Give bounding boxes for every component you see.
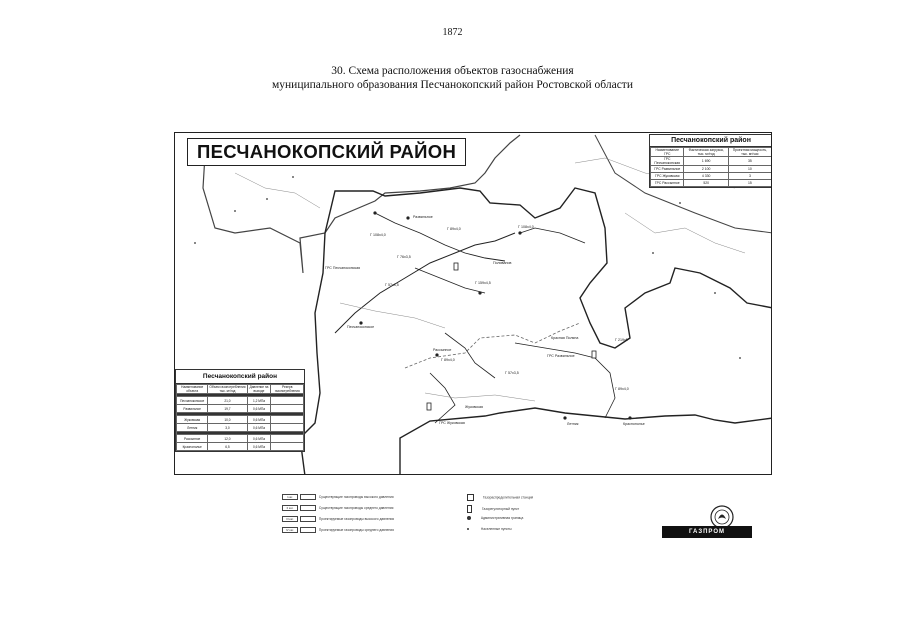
legend-swatch: IV кат. — [282, 527, 298, 533]
settlement-label: Красная Поляна — [551, 336, 579, 340]
settlement-label: Краснополье — [623, 422, 645, 426]
village-dot — [292, 176, 294, 178]
road-3 — [625, 213, 745, 253]
table-cell — [271, 435, 304, 443]
table-cell: 0,6 МПа — [247, 435, 271, 443]
pipeline-label: Г 76х3,5 — [397, 255, 411, 259]
grp-symbol-icon — [467, 505, 472, 513]
settlement-label: Жуковская — [465, 405, 483, 409]
grs-label: ГРС Развильное — [547, 354, 575, 358]
settlement-dot — [518, 231, 521, 234]
legend-text: Проектируемые газопроводы высокого давления — [318, 516, 395, 521]
legend-text: Существующие газопроводы высокого давления — [318, 494, 394, 499]
table-cell: 2 100 — [684, 166, 728, 173]
legend-item — [467, 516, 523, 520]
table-cell: ГРС Песчанокопская — [651, 157, 684, 166]
map-legend — [282, 492, 622, 542]
district-boundary — [300, 188, 772, 475]
pipeline-label: Г 57х3,5 — [385, 283, 399, 287]
legend-item — [282, 494, 394, 500]
table-cell: 3 — [728, 173, 771, 180]
document-title — [0, 64, 905, 92]
legend-item — [467, 494, 533, 501]
grs-label: ГРС Песчанокопская — [325, 266, 361, 270]
table-cell — [271, 416, 304, 424]
table-row — [177, 443, 304, 451]
settlement-dot — [435, 353, 438, 356]
legend-swatch: II кат. — [282, 505, 298, 511]
legend-swatch — [300, 505, 316, 511]
legend-swatch — [300, 494, 316, 500]
pipeline-label: Г 57х3,5 — [505, 371, 519, 375]
table-cell: 0,6 МПа — [247, 443, 271, 451]
settlement-dot — [406, 216, 409, 219]
grs-capacity-table — [649, 134, 772, 188]
table-cell: 3,0 — [208, 424, 247, 432]
legend-text: Газорегуляторный пункт — [481, 506, 520, 511]
table-title: Песчанокопский район — [176, 370, 304, 384]
legend-text: Газораспределительная станция — [482, 495, 534, 500]
table-cell: 4 330 — [684, 173, 728, 180]
table-header-row — [651, 148, 772, 157]
table-cell: 35 — [728, 157, 771, 166]
table-header-cell: Резерв газопотребления — [271, 385, 304, 394]
settlement-label: Поливанов — [493, 261, 512, 265]
table-cell: 19,7 — [208, 405, 247, 413]
pipeline-branch-7 — [520, 228, 585, 243]
settlement-dot — [478, 291, 481, 294]
table-cell: ГРС Жуковская — [651, 173, 684, 180]
table-header-cell: Объем газопотребления тыс. м³/год — [209, 385, 246, 393]
settlement-label: Развильное — [413, 215, 433, 219]
pipeline-branch-4 — [430, 373, 455, 423]
table-cell — [271, 443, 304, 451]
table-cell — [271, 405, 304, 413]
table-cell: 1 690 — [684, 157, 728, 166]
legend-text: Административная граница — [480, 516, 524, 520]
pipeline-label: Г 159х4,5 — [475, 281, 491, 285]
table-header-cell: Проектная мощность, тыс. м³/час — [728, 148, 771, 157]
table-header-cell: Наименование ГРС — [651, 148, 684, 157]
table-cell: Краснополье — [177, 443, 208, 451]
table-cell — [271, 397, 304, 405]
table-cell: Летник — [177, 424, 208, 432]
table-row — [177, 397, 304, 405]
legend-swatch: III кат. — [282, 516, 298, 522]
inner-boundary — [405, 323, 580, 368]
table-title: Песчанокопский район — [650, 135, 772, 147]
title-line-1: 30. Схема расположения объектов газоснабжения — [331, 65, 574, 77]
pipeline-branch-6 — [595, 358, 615, 418]
legend-item — [282, 516, 394, 522]
settlement-label: Рассыпное — [433, 348, 452, 352]
title-line-2: муниципального образования Песчанокопский район Ростовской области — [272, 79, 633, 91]
village-dot — [194, 242, 196, 244]
legend-text: Существующие газопроводы среднего давления — [318, 505, 394, 510]
village-dot — [266, 198, 268, 200]
table-row — [651, 173, 772, 180]
table-header-cell: Наименование объекта — [177, 385, 208, 394]
table-cell: ГРС Развильное — [651, 166, 684, 173]
table-row — [177, 405, 304, 413]
table-cell: ГРС Рассыпное — [651, 180, 684, 187]
legend-swatch — [300, 527, 316, 533]
table-row — [177, 435, 304, 443]
table-cell: Песчанокопское — [177, 397, 208, 405]
road-1 — [235, 173, 320, 208]
settlement-dot — [373, 211, 376, 214]
page-number: 1872 — [442, 27, 463, 38]
grs-marker — [427, 403, 431, 410]
legend-swatch: I кат. — [282, 494, 298, 500]
table-header-cell: Давление на выходе — [247, 385, 271, 394]
legend-item — [282, 505, 393, 511]
grs-symbol-icon — [467, 494, 474, 501]
table-cell — [271, 424, 304, 432]
consumption-table — [175, 369, 305, 452]
table-cell: Развильное — [177, 405, 208, 413]
table-cell: 0,6 МПа — [247, 416, 271, 424]
village-dot — [234, 210, 236, 212]
legend-item — [467, 527, 512, 531]
table-cell: 1,2 МПа — [247, 397, 271, 405]
table-cell: Рассыпное — [177, 435, 208, 443]
table-cell: 0,6 МПа — [247, 405, 271, 413]
pipeline-label: Г 219х5 — [615, 338, 628, 342]
grs-label: ГРС Жуковская — [439, 421, 465, 425]
district-name-label: ПЕСЧАНОКОПСКИЙ РАЙОН — [187, 138, 466, 166]
legend-item — [467, 505, 519, 513]
table-header-row — [177, 385, 304, 394]
legend-text: Проектируемые газопроводы среднего давления — [318, 527, 394, 532]
table-cell: 520 — [684, 180, 728, 187]
table-row — [651, 180, 772, 187]
settlement-dot — [628, 416, 631, 419]
table-cell: 10 — [728, 166, 771, 173]
table-row — [651, 166, 772, 173]
table-cell: 15 — [728, 180, 771, 187]
table-cell: Жуковская — [177, 416, 208, 424]
legend-item — [282, 527, 394, 533]
village-dot — [679, 202, 681, 204]
village-dot — [739, 357, 741, 359]
company-logo: ГАЗПРОМ — [662, 526, 752, 538]
pipeline-label: Г 108х4,0 — [518, 225, 534, 229]
pipeline-label: Г 89х4,0 — [441, 358, 455, 362]
table-row — [177, 416, 304, 424]
logo-area — [662, 505, 756, 541]
legend-swatch — [300, 516, 316, 522]
pipeline-label: Г 108х4,0 — [370, 233, 386, 237]
village-dot — [652, 252, 654, 254]
boundary-symbol-icon — [467, 516, 471, 520]
road-5 — [425, 393, 535, 401]
table-cell: 6,5 — [208, 443, 247, 451]
table-cell: 0,6 МПа — [247, 424, 271, 432]
pipeline-label: Г 89х4,0 — [447, 227, 461, 231]
table-cell: 10,0 — [208, 416, 247, 424]
settlement-label: Песчанокопское — [347, 325, 375, 329]
village-dot — [714, 292, 716, 294]
table-cell: 12,0 — [208, 435, 247, 443]
grs-marker — [592, 351, 596, 358]
pipeline-branch-1 — [375, 213, 505, 261]
pipeline-branch-3 — [445, 333, 495, 378]
grs-marker — [454, 263, 458, 270]
legend-text: Населенные пункты — [480, 527, 512, 531]
map-frame — [174, 132, 772, 475]
table-cell: 21,0 — [208, 397, 247, 405]
table-row — [651, 157, 772, 166]
settlement-dot — [563, 416, 566, 419]
settlement-symbol-icon — [467, 528, 469, 530]
table-row — [177, 424, 304, 432]
pipeline-label: Г 89х4,0 — [615, 387, 629, 391]
settlement-label: Летник — [567, 422, 579, 426]
table-header-cell: Фактическая загрузка, тыс. м³/год — [684, 148, 728, 157]
